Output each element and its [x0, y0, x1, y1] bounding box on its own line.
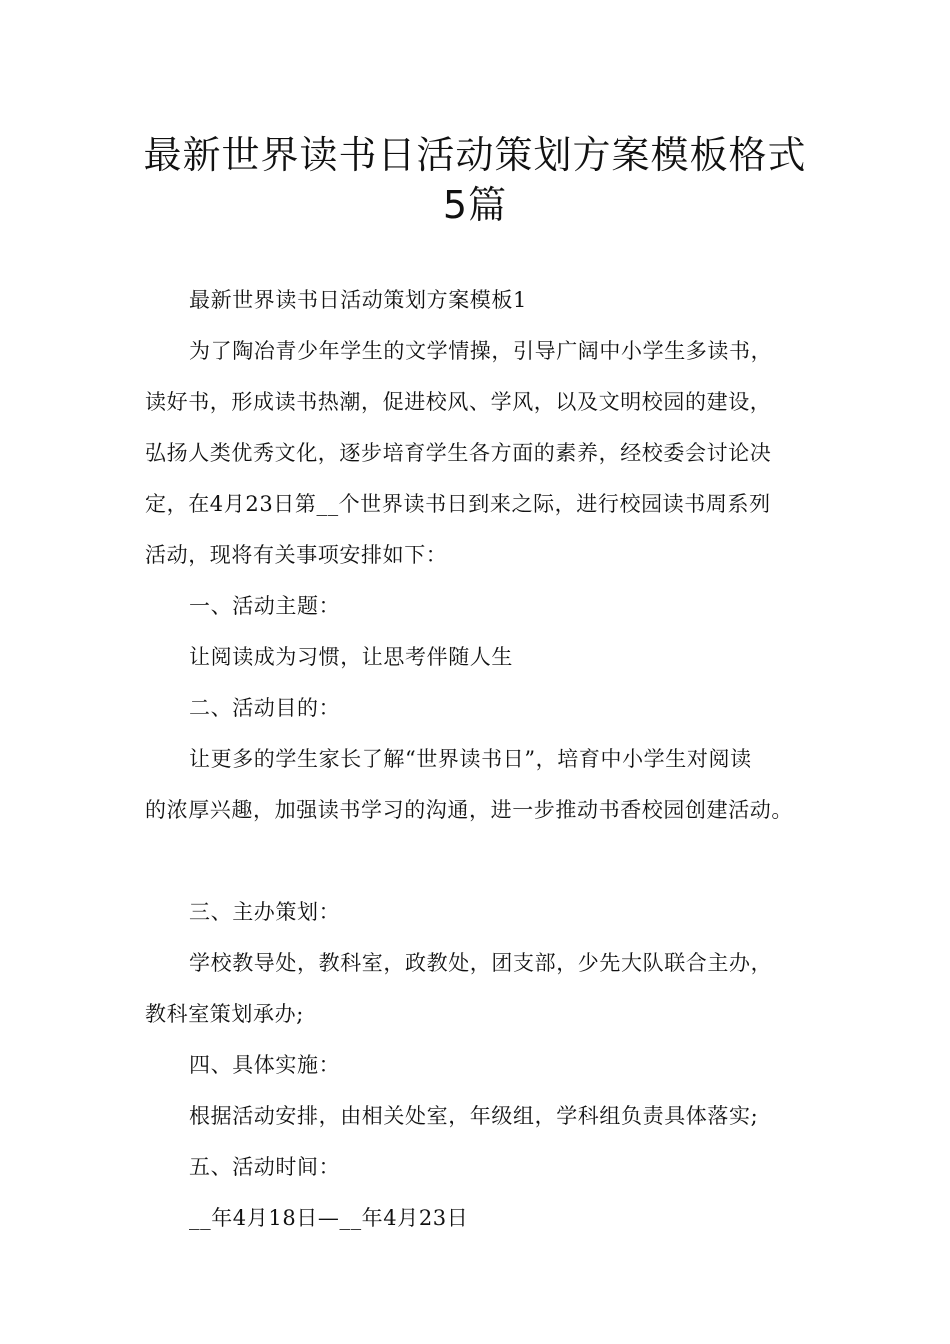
subsection-heading: 一、活动主题：	[189, 594, 341, 618]
paragraph-gap	[145, 836, 825, 887]
subsection-heading: 三、主办策划：	[189, 900, 341, 924]
paragraph-line: __年4月18日—__年4月23日	[189, 1206, 469, 1230]
document-title-line-2: 5篇	[442, 183, 508, 227]
subsection-heading: 四、具体实施：	[189, 1053, 341, 1077]
paragraph-line: 学校教导处，教科室，政教处，团支部，少先大队联合主办，	[189, 951, 773, 975]
paragraph-line: 让阅读成为习惯，让思考伴随人生	[189, 645, 513, 669]
paragraph-line: 为了陶冶青少年学生的文学情操，引导广阔中小学生多读书，	[189, 339, 773, 363]
paragraph-line: 根据活动安排，由相关处室，年级组，学科组负责具体落实;	[189, 1104, 759, 1128]
document-body	[145, 275, 825, 1244]
paragraph-line: 定，在4月23日第__个世界读书日到来之际，进行校园读书周系列	[145, 492, 771, 516]
section-heading: 最新世界读书日活动策划方案模板1	[189, 288, 527, 312]
paragraph-line: 让更多的学生家长了解“世界读书日”，培育中小学生对阅读	[189, 747, 752, 771]
paragraph-line: 教科室策划承办;	[145, 1002, 304, 1026]
paragraph-line: 弘扬人类优秀文化，逐步培育学生各方面的素养，经校委会讨论决	[145, 441, 772, 465]
paragraph-line: 的浓厚兴趣，加强读书学习的沟通，进一步推动书香校园创建活动。	[145, 798, 793, 822]
paragraph-line: 活动，现将有关事项安排如下：	[145, 543, 448, 567]
subsection-heading: 五、活动时间：	[189, 1155, 341, 1179]
subsection-heading: 二、活动目的：	[189, 696, 341, 720]
paragraph-line: 读好书，形成读书热潮，促进校风、学风，以及文明校园的建设，	[145, 390, 772, 414]
document-title-line-1: 最新世界读书日活动策划方案模板格式	[143, 133, 807, 177]
